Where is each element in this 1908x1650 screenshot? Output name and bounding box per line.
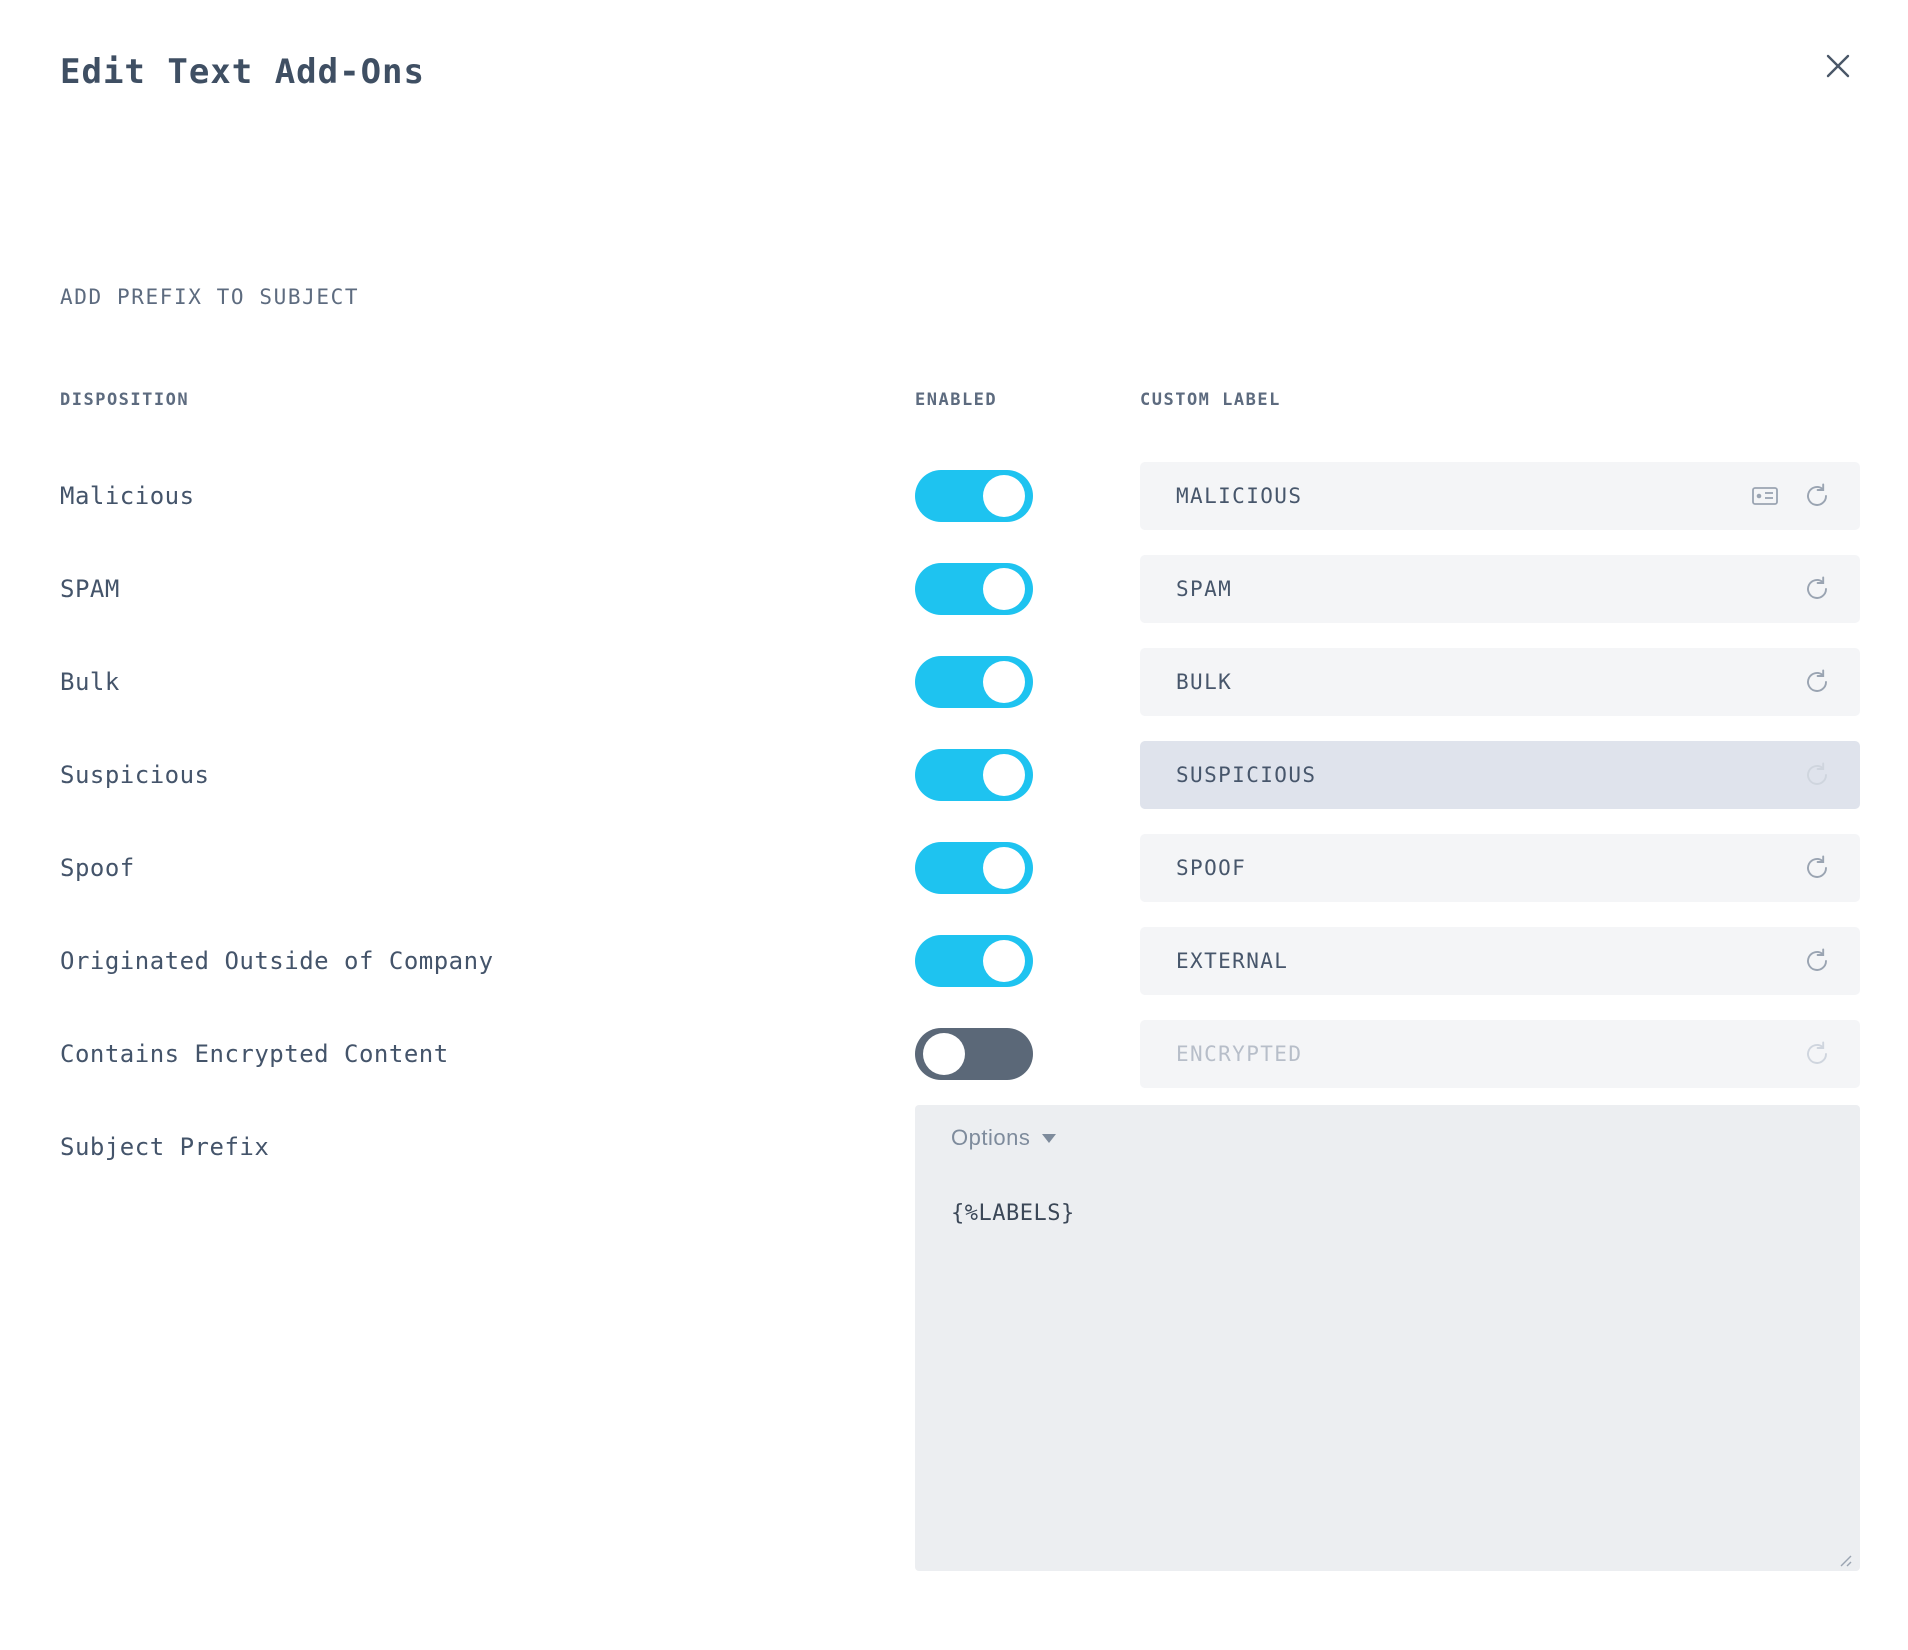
custom-label-field-bulk[interactable] [1140, 648, 1860, 716]
toggle-spam[interactable] [915, 563, 1033, 615]
reset-icon[interactable] [1800, 851, 1834, 885]
custom-label-field-suspicious[interactable] [1140, 741, 1860, 809]
custom-label-value: SUSPICIOUS [1176, 763, 1317, 787]
toggle-knob [983, 754, 1025, 796]
custom-label-field-external[interactable] [1140, 927, 1860, 995]
table-row [0, 553, 1908, 646]
dialog-header [60, 52, 1860, 112]
row-label-malicious: Malicious [60, 482, 195, 510]
field-actions [1800, 944, 1860, 978]
section-label: ADD PREFIX TO SUBJECT [60, 285, 360, 309]
toggle-knob [983, 847, 1025, 889]
custom-label-field-encrypted [1140, 1020, 1860, 1088]
column-header-disposition: DISPOSITION [60, 390, 190, 410]
row-label-bulk: Bulk [60, 668, 120, 696]
row-label-subject-prefix: Subject Prefix [60, 1133, 270, 1161]
column-header-custom-label: CUSTOM LABEL [1140, 390, 1281, 410]
custom-label-value: EXTERNAL [1176, 949, 1289, 973]
row-label-contains-encrypted: Contains Encrypted Content [60, 1040, 449, 1068]
custom-label-field-malicious[interactable] [1140, 462, 1860, 530]
subject-prefix-row [0, 1111, 1908, 1203]
custom-label-value: SPOOF [1176, 856, 1247, 880]
row-label-suspicious: Suspicious [60, 761, 210, 789]
field-actions [1748, 479, 1860, 513]
reset-icon[interactable] [1800, 665, 1834, 699]
field-actions [1800, 758, 1860, 792]
toggle-suspicious[interactable] [915, 749, 1033, 801]
toggle-knob [983, 661, 1025, 703]
row-label-spam: SPAM [60, 575, 120, 603]
disposition-rows [0, 460, 1908, 1203]
close-icon[interactable] [1816, 44, 1860, 88]
reset-icon[interactable] [1800, 758, 1834, 792]
toggle-originated-outside[interactable] [915, 935, 1033, 987]
subject-prefix-textarea[interactable] [915, 1171, 1860, 1571]
toggle-malicious[interactable] [915, 470, 1033, 522]
table-row [0, 460, 1908, 553]
table-column-headers [0, 390, 1908, 416]
toggle-contains-encrypted[interactable] [915, 1028, 1033, 1080]
options-label: Options [951, 1125, 1031, 1150]
row-label-originated-outside: Originated Outside of Company [60, 947, 494, 975]
toggle-knob [923, 1033, 965, 1075]
table-row [0, 1018, 1908, 1111]
toggle-bulk[interactable] [915, 656, 1033, 708]
table-row [0, 646, 1908, 739]
reset-icon[interactable] [1800, 572, 1834, 606]
insert-variable-icon[interactable] [1748, 479, 1782, 513]
custom-label-value: ENCRYPTED [1176, 1042, 1303, 1066]
column-header-enabled: ENABLED [915, 390, 998, 410]
table-row [0, 832, 1908, 925]
field-actions [1800, 572, 1860, 606]
field-actions [1800, 665, 1860, 699]
resize-handle[interactable] [1836, 1551, 1852, 1567]
row-label-spoof: Spoof [60, 854, 135, 882]
custom-label-field-spam[interactable] [1140, 555, 1860, 623]
reset-icon [1800, 1037, 1834, 1071]
page-title: Edit Text Add-Ons [60, 52, 425, 92]
custom-label-value: MALICIOUS [1176, 484, 1303, 508]
subject-prefix-toolbar [915, 1105, 1860, 1171]
chevron-down-icon [1042, 1134, 1056, 1143]
table-row [0, 925, 1908, 1018]
custom-label-value: SPAM [1176, 577, 1233, 601]
custom-label-value: BULK [1176, 670, 1233, 694]
reset-icon[interactable] [1800, 944, 1834, 978]
reset-icon[interactable] [1800, 479, 1834, 513]
options-button[interactable] [915, 1124, 1062, 1152]
toggle-knob [983, 568, 1025, 610]
custom-label-field-spoof[interactable] [1140, 834, 1860, 902]
toggle-knob [983, 475, 1025, 517]
toggle-spoof[interactable] [915, 842, 1033, 894]
toggle-knob [983, 940, 1025, 982]
field-actions [1800, 1037, 1860, 1071]
field-actions [1800, 851, 1860, 885]
table-row [0, 739, 1908, 832]
